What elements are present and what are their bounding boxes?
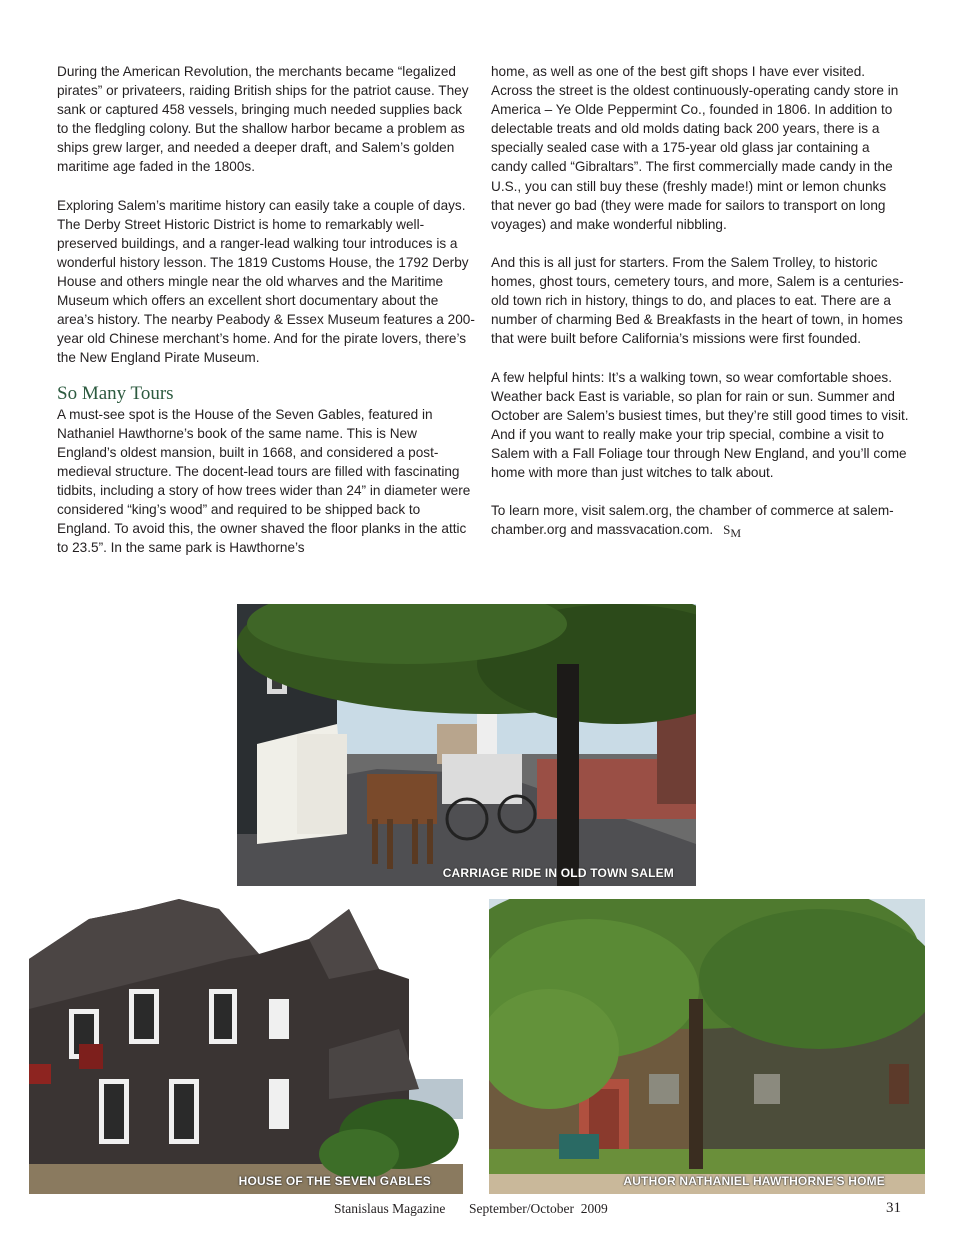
hawthorne-home-caption: AUTHOR NATHANIEL HAWTHORNE'S HOME [623,1174,885,1188]
left-paragraph-1: During the American Revolution, the merchants became “legalized pirates” or privateers, raiding British ships for the patriot cause. They sank or captured 458 vessels, bringing much needed supplies back to the fledgling colony. But the shallow harbor became a problem as ships grew larger, and needed a deeper draft, and Salem’s golden maritime age faded in the 1800s. [57,64,469,175]
left-column [57,62,475,576]
carriage-caption: CARRIAGE RIDE IN OLD TOWN SALEM [442,866,674,880]
closing-text: To learn more, visit salem.org, the chamber of commerce at salem-chamber.org and massvacation.com. [491,503,894,538]
right-paragraph-4 [491,501,909,543]
carriage-photo-image [237,604,696,886]
footer-issue-date: September/October 2009 [469,1201,608,1216]
section-heading: So Many Tours [57,382,174,404]
right-column [491,62,909,562]
page-number: 31 [886,1200,901,1216]
end-mark [723,522,742,541]
footer-magazine-name: Stanislaus Magazine [334,1201,446,1216]
hawthorne-home-photo-image [489,899,925,1194]
end-mark-m: M [730,526,742,541]
right-paragraph-3: A few helpful hints: It’s a walking town, so wear comfortable shoes. Weather back East is variable, so plan for rain or sun. Summer and October are Salem’s busiest times, but they’re still good times to visit. And if you want to really make your trip special, combine a visit to Salem with a Fall Foliage tour through New England, and you’ll come home with more than just witches to talk about. [491,369,909,480]
seven-gables-caption: HOUSE OF THE SEVEN GABLES [238,1174,431,1188]
end-mark-s: S [723,522,731,538]
seven-gables-photo-image [29,899,463,1194]
hawthorne-home-photo [489,899,925,1194]
left-paragraph-2: Exploring Salem’s maritime history can easily take a couple of days. The Derby Street Historic District is home to remarkably well-preserved buildings, and a ranger-lead walking tour introduces is a wonderful history lesson. The 1819 Customs House, the 1792 Derby House and others mingle near the old wharves and the Maritime Museum which offers an excellent short documentary about the area’s history. The nearby Peabody & Essex Museum features a 200-year old Chinese merchant’s home. And for the pirate lovers, there’s the New England Pirate Museum. [57,197,475,366]
seven-gables-photo [29,899,463,1194]
right-paragraph-1: home, as well as one of the best gift shops I have ever visited. Across the street is the oldest continuously-operating candy store in America – Ye Olde Peppermint Co., founded in 1806. In addition to delectable treats and old molds dating back 200 years, there is a specially sealed case with a 175-year old glass jar containing a candy called “Gibraltars”. The first commercially made candy in the U.S., you can still buy these (freshly made!) mint or lemon chunks that never go bad (they were made for sailors to transport on long voyages) and make wonderful nibbling. [491,64,899,232]
right-paragraph-2: And this is all just for starters. From the Salem Trolley, to historic homes, ghost tours, cemetery tours, and more, Salem is a centuries-old town rich in history, things to do, and places to eat. There are a number of charming Bed & Breakfasts in the heart of town, in homes that were built before California’s missions were first founded. [491,254,904,347]
carriage-photo [237,604,696,886]
left-paragraph-3: A must-see spot is the House of the Seven Gables, featured in Nathaniel Hawthorne’s book of the same name. This is New England’s oldest mansion, built in 1668, and considered a post-medieval structure. The docent-lead tours are filled with fascinating tidbits, including a story of how trees wider than 24” in diameter were considered “king’s wood” and required to be shipped back to England. To avoid this, the owner shaved the floor planks in the attic to 23.5”. In the same park is Hawthorne’s [57,406,471,556]
